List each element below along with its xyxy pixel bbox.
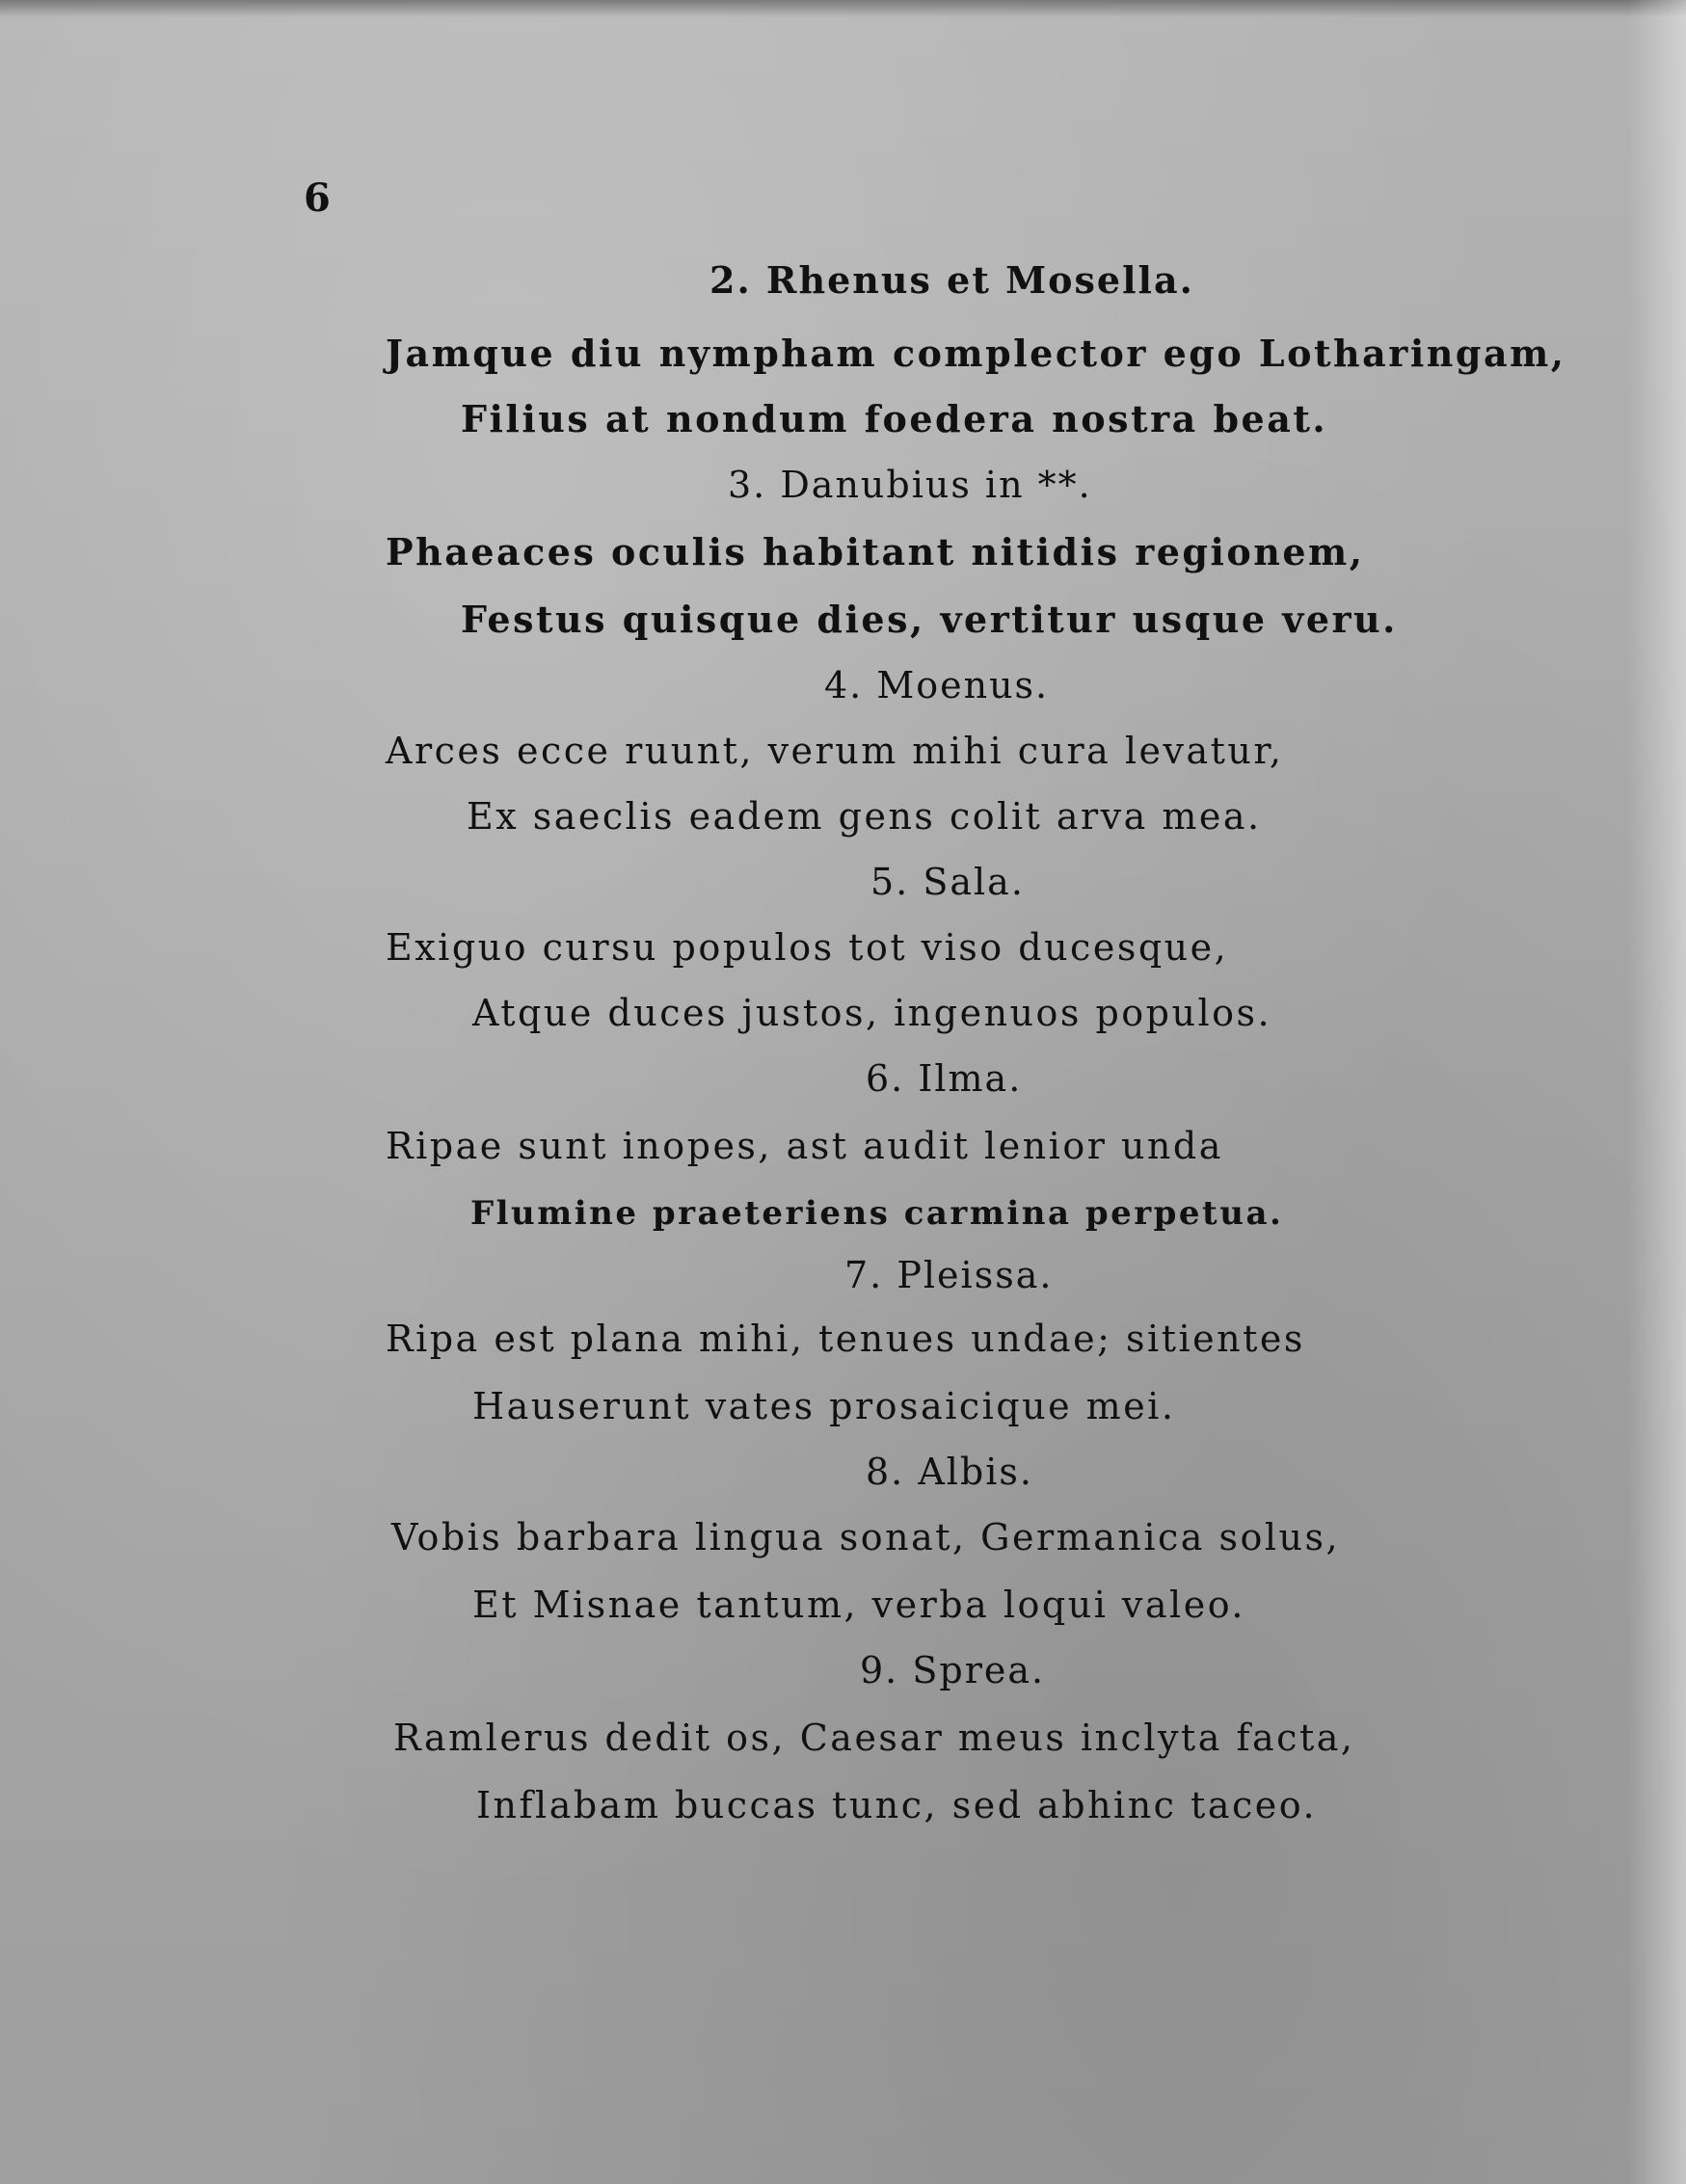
section-heading: 7. Pleissa.: [844, 1254, 1054, 1296]
verse-line: Ramlerus dedit os, Caesar meus inclyta facta,: [393, 1717, 1355, 1759]
verse-line: Flumine praeteriens carmina perpetua.: [470, 1194, 1284, 1233]
verse-line: Et Misnae tantum, verba loqui valeo.: [472, 1584, 1245, 1626]
verse-line: Jamque diu nympham complector ego Lotharingam,: [386, 332, 1566, 375]
verse-line: Inflabam buccas tunc, sed abhinc taceo.: [476, 1784, 1318, 1826]
verse-line: Phaeaces oculis habitant nitidis regionem,: [386, 530, 1365, 573]
verse-line: Festus quisque dies, vertitur usque veru.: [461, 598, 1398, 641]
section-heading: 8. Albis.: [866, 1451, 1033, 1493]
verse-line: Ripae sunt inopes, ast audit lenior unda: [386, 1125, 1223, 1167]
verse-line: Ex saeclis eadem gens colit arva mea.: [467, 795, 1262, 838]
scan-shadow-top: [0, 0, 1686, 17]
verse-line: Exiguo cursu populos tot viso ducesque,: [386, 926, 1229, 969]
section-heading: 2. Rhenus et Mosella.: [709, 258, 1194, 302]
section-heading: 6. Ilma.: [866, 1057, 1023, 1100]
verse-line: Vobis barbara lingua sonat, Germanica solus,: [391, 1516, 1341, 1558]
section-heading: 4. Moenus.: [824, 664, 1050, 706]
scan-shadow-right: [1628, 0, 1686, 2184]
verse-line: Arces ecce ruunt, verum mihi cura levatur,: [386, 730, 1284, 772]
verse-line: Hauserunt vates prosaicique mei.: [472, 1385, 1176, 1427]
verse-line: Filius at nondum foedera nostra beat.: [461, 397, 1328, 440]
section-heading: 3. Danubius in **.: [728, 464, 1092, 506]
section-heading: 9. Sprea.: [860, 1649, 1046, 1691]
page-number: 6: [304, 175, 332, 221]
verse-line: Ripa est plana mihi, tenues undae; sitientes: [386, 1318, 1305, 1360]
section-heading: 5. Sala.: [870, 861, 1025, 903]
verse-line: Atque duces justos, ingenuos populos.: [472, 992, 1272, 1034]
